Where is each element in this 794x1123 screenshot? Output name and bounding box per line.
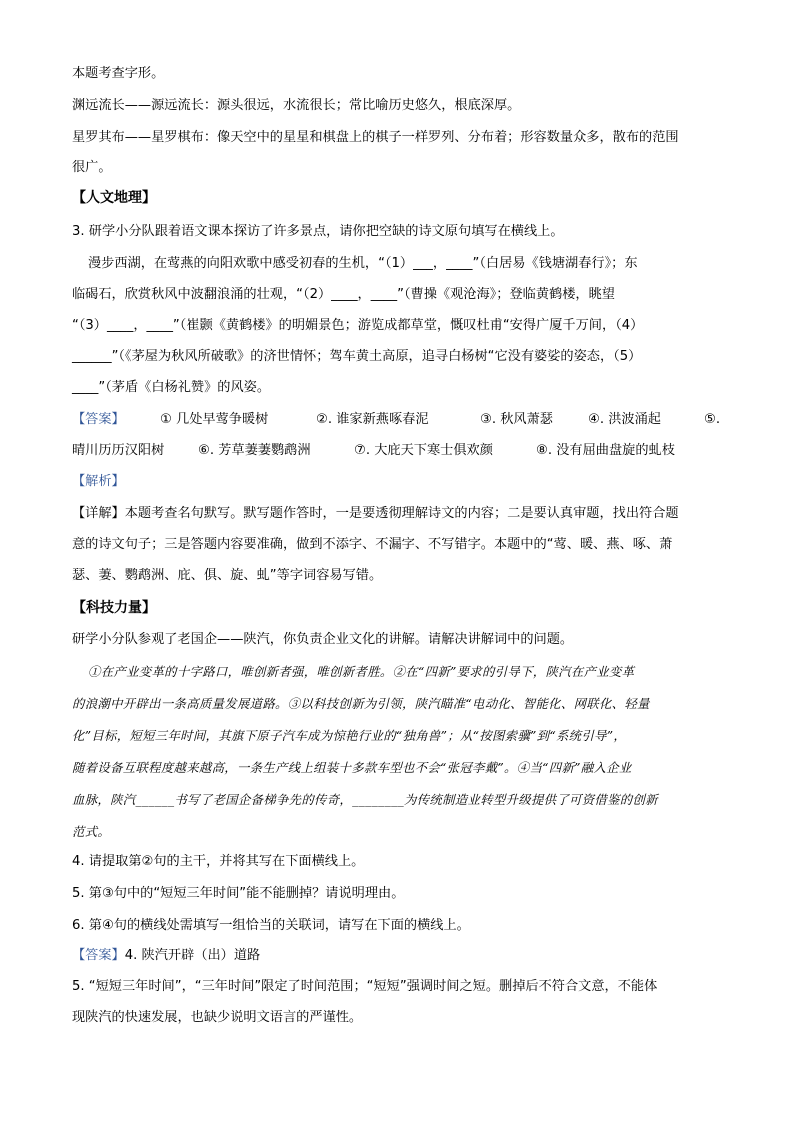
text-line: ______”（《茅屋为秋风所破歌》的济世情怀；驾车黄土高原，追寻白杨树“它没有婆娑的姿态，（5）	[72, 349, 642, 364]
analysis-tag: 【解析】	[72, 474, 125, 489]
question-line: 3. 研学小分队跟着语文课本探访了许多景点，请你把空缺的诗文原句填写在横线上。	[72, 224, 564, 239]
text-line: 5. “短短三年时间”，“三年时间”限定了时间范围；“短短”强调时间之短。删掉后不符合文意，不能体	[72, 979, 658, 994]
answer-item: ④. 洪波涌起	[588, 412, 661, 427]
answer-line	[72, 946, 260, 966]
answer-item: 晴川历历汉阳树	[72, 443, 165, 458]
passage-line: 范式。	[72, 824, 111, 839]
answer-row-1	[72, 410, 721, 430]
passage-line: ①在产业变革的十字路口，唯创新者强，唯创新者胜。②在“四新”要求的引导下，陕汽在产业变革	[88, 664, 635, 679]
question-line: 6. 第④句的横线处需填写一组恰当的关联词，请写在下面的横线上。	[72, 918, 470, 933]
detail-line	[72, 504, 679, 524]
answer-item: ⑥. 芳草萋萋鹦鹉洲	[198, 443, 311, 458]
detail-text: 本题考查名句默写。默写题作答时，一是要透彻理解诗文的内容；二是要认真审题，找出符合题	[124, 506, 679, 521]
detail-tag: 【详解】	[72, 506, 125, 521]
text-line: 渊远流长——源远流长：源头很远，水流很长；常比喻历史悠久，根底深厚。	[72, 98, 521, 113]
text-line: 临碣石，欣赏秋风中波翻浪涌的壮观，“（2）____，____”（曹操《观沧海》；登临黄鹤楼，眺望	[72, 287, 615, 302]
passage-line: 化”目标，短短三年时间，其旗下原子汽车成为惊艳行业的“独角兽”；从“按图索骥”到“系统引导”，	[72, 728, 627, 743]
text-line: 现陕汽的快速发展，也缺少说明文语言的严谨性。	[72, 1010, 363, 1025]
text-line: 很广。	[72, 160, 112, 175]
question-line: 5. 第③句中的“短短三年时间”能不能删掉？请说明理由。	[72, 886, 405, 901]
answer-item: ⑦. 大庇天下寒士俱欢颜	[354, 443, 493, 458]
text-line: “（3）____，____”（崔颢《黄鹤楼》的明媚景色；游览成都草堂，慨叹杜甫“安得广厦千万间，（4）	[72, 318, 644, 333]
answer-tag: 【答案】	[72, 412, 125, 427]
section-heading: 【科技力量】	[72, 600, 156, 616]
answer-item: ③. 秋风萧瑟	[480, 412, 553, 427]
question-line: 4. 请提取第②句的主干，并将其写在下面横线上。	[72, 854, 365, 869]
answer-tag: 【答案】	[72, 948, 125, 963]
text-line: 本题考查字形。	[72, 66, 165, 81]
text-line: 漫步西湖，在莺燕的向阳欢歌中感受初春的生机，“（1）___，____”（白居易《钱塘湖春行》；东	[88, 256, 638, 271]
section-heading: 【人文地理】	[72, 190, 156, 206]
answer-item: ②. 谁家新燕啄春泥	[316, 412, 429, 427]
passage-line: 随着设备互联程度越来越高，一条生产线上组装十多款车型也不会“张冠李戴”。④当“四新”融入企业	[72, 760, 632, 775]
answer-text: 4. 陕汽开辟（出）道路	[124, 948, 261, 963]
answer-row-2	[72, 441, 675, 461]
answer-item: ⑧. 没有屈曲盘旋的虬枝	[536, 443, 675, 458]
passage-line: 的浪潮中开辟出一条高质量发展道路。③以科技创新为引领，陕汽瞄准“电动化、智能化、网联化、轻量	[72, 696, 650, 711]
text-line: 星罗其布——星罗棋布：像天空中的星星和棋盘上的棋子一样罗列、分布着；形容数量众多，散布的范围	[72, 130, 679, 145]
passage-line: 血脉，陕汽______书写了老国企备梯争先的传奇，________为传统制造业转型升级提供了可资借鉴的创新	[72, 792, 658, 807]
answer-item: ⑤.	[704, 412, 721, 427]
text-line: 瑟、萋、鹦鹉洲、庇、俱、旋、虬”等字词容易写错。	[72, 568, 383, 583]
text-line: 意的诗文句子；三是答题内容要准确，做到不添字、不漏字、不写错字。本题中的“莺、暖、燕、啄、萧	[72, 537, 673, 552]
answer-item: ① 几处早莺争暖树	[160, 412, 269, 427]
text-line: ____”（茅盾《白杨礼赞》的风姿。	[72, 380, 271, 395]
text-line: 研学小分队参观了老国企——陕汽，你负责企业文化的讲解。请解决讲解词中的问题。	[72, 632, 574, 647]
